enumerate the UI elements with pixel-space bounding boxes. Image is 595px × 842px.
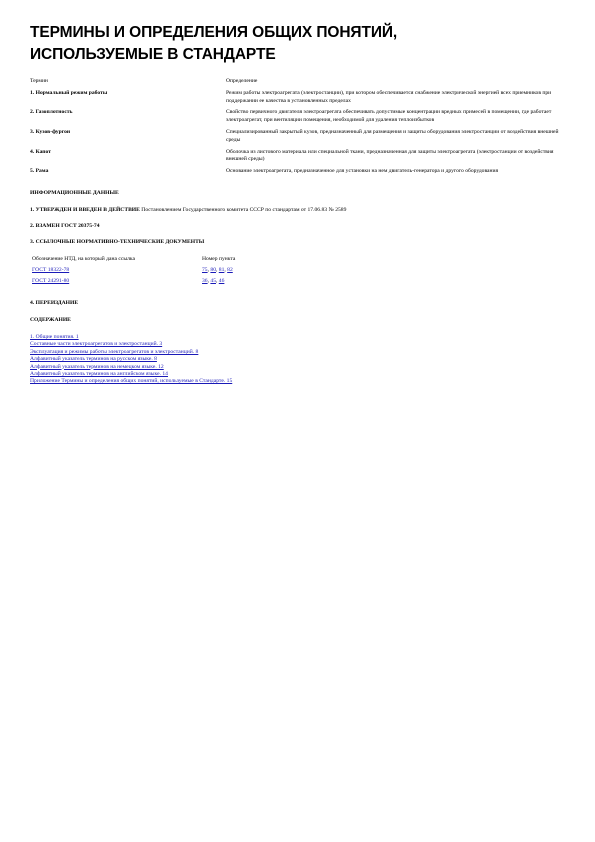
ref-clause-link[interactable]: 82 [227, 266, 233, 273]
table-row [30, 129, 568, 149]
term-cell: 5. Рама [30, 168, 49, 175]
toc-link[interactable]: Алфавитный указатель терминов на русском языке. 8 [30, 356, 157, 363]
header-definition: Определение [226, 78, 258, 84]
toc-link[interactable]: Составные части электроагрегатов и электростанций. 3 [30, 341, 163, 348]
toc-link[interactable]: Приложение Термины и определения общих понятий, используемые в Стандарте. 15 [30, 378, 233, 385]
ref-clause-link[interactable]: 46 [218, 277, 225, 284]
info-section [30, 189, 570, 307]
ref-clause-link[interactable]: 45 [210, 277, 216, 284]
references-header-num: Номер пункта [202, 255, 236, 262]
info-heading: ИНФОРМАЦИОННЫЕ ДАННЫЕ [30, 189, 119, 196]
term-cell: 3. Кузов-фургон [30, 128, 71, 135]
header-term: Термин [30, 78, 48, 84]
toc-link[interactable]: Эксплуатация и режимы работы электроагрегатов и электростанций. 8 [30, 348, 199, 355]
toc-link[interactable]: 1. Общие понятия. 1 [30, 333, 79, 340]
ref-clause-link[interactable]: 36 [202, 277, 208, 284]
list-item [30, 341, 570, 348]
table-row [30, 168, 568, 180]
contents-list [30, 334, 570, 386]
table-row [30, 90, 568, 110]
term-cell: 4. Капот [30, 148, 51, 155]
contents-section [30, 316, 570, 386]
info-item-3: 3. ССЫЛОЧНЫЕ НОРМАТИВНО-ТЕХНИЧЕСКИЕ ДОКУМЕНТЫ [30, 238, 205, 245]
definition-cell: Режим работы электроагрегата (электростанции), при котором обеспечивается снабжение электрической энергией всех приемников при поддержании ее качества в установленных пределах [226, 89, 552, 104]
term-cell: 2. Газоплотность [30, 109, 73, 116]
definition-cell: Свойство первичного двигателя электроагрегата обеспечивать допустимые концентрации вредных примесей в помещении, где работает электроагрегат, при вентиляции помещения, необходимой для удаления теплоизбытков [226, 109, 552, 124]
table-row: ГОСТ 24291-80 36, 45, 46 [32, 277, 225, 284]
references-table [32, 255, 235, 288]
info-item-1-text: Постановлением Государственного комитета СССР по стандартам от 17.06.83 № 2589 [139, 206, 347, 213]
ref-clause-link[interactable]: 75 [202, 266, 208, 273]
list-item [30, 364, 570, 371]
references-header-row [32, 255, 235, 266]
toc-link[interactable]: Алфавитный указатель терминов на немецком языке. 12 [30, 363, 164, 370]
list-item [30, 356, 570, 363]
toc-link[interactable]: Алфавитный указатель терминов на английском языке. 14 [30, 371, 168, 377]
info-item-2: 2. ВЗАМЕН ГОСТ 20375-74 [30, 222, 100, 229]
ref-clause-link[interactable]: 80 [210, 266, 216, 273]
ref-doc-link[interactable]: ГОСТ 18322-78 [32, 266, 70, 273]
definition-cell: Специализированный закрытый кузов, предназначенный для размещения и защиты оборудования электростанции от воздействия внешней среды [226, 128, 559, 143]
term-cell: 1. Нормальный режим работы [30, 89, 108, 96]
list-item [30, 378, 570, 385]
title-line-1: ТЕРМИНЫ И ОПРЕДЕЛЕНИЯ ОБЩИХ ПОНЯТИЙ, [30, 24, 398, 41]
references-header-doc: Обозначение НТД, на который дана ссылка [32, 255, 136, 262]
terms-table [30, 78, 568, 180]
info-item-1-bold: 1. УТВЕРЖДЕН И ВВЕДЕН В ДЕЙСТВИЕ [30, 206, 140, 213]
document-page [30, 22, 570, 386]
ref-clause-link[interactable]: 81 [218, 266, 225, 273]
contents-heading: СОДЕРЖАНИЕ [30, 316, 71, 323]
definition-cell: Основание электроагрегата, предназначенное для установки на нем двигатель-генератора и другого оборудования [226, 168, 499, 175]
info-item-1 [30, 206, 570, 214]
info-item-4: 4. ПЕРЕИЗДАНИЕ [30, 299, 79, 306]
table-row: ГОСТ 18322-78 75, 80, 81, 82 [32, 266, 233, 273]
definition-cell: Оболочка из листового материала или специальной ткани, предназначенная для защиты электроагрегата (электростанции от воздействия внешней среды) [226, 148, 554, 163]
table-row [30, 149, 568, 169]
ref-doc-link[interactable]: ГОСТ 24291-80 [32, 277, 70, 284]
page-title [30, 22, 570, 66]
title-line-2: ИСПОЛЬЗУЕМЫЕ В СТАНДАРТЕ [30, 46, 276, 63]
table-row [30, 109, 568, 129]
terms-header-row [30, 78, 568, 90]
